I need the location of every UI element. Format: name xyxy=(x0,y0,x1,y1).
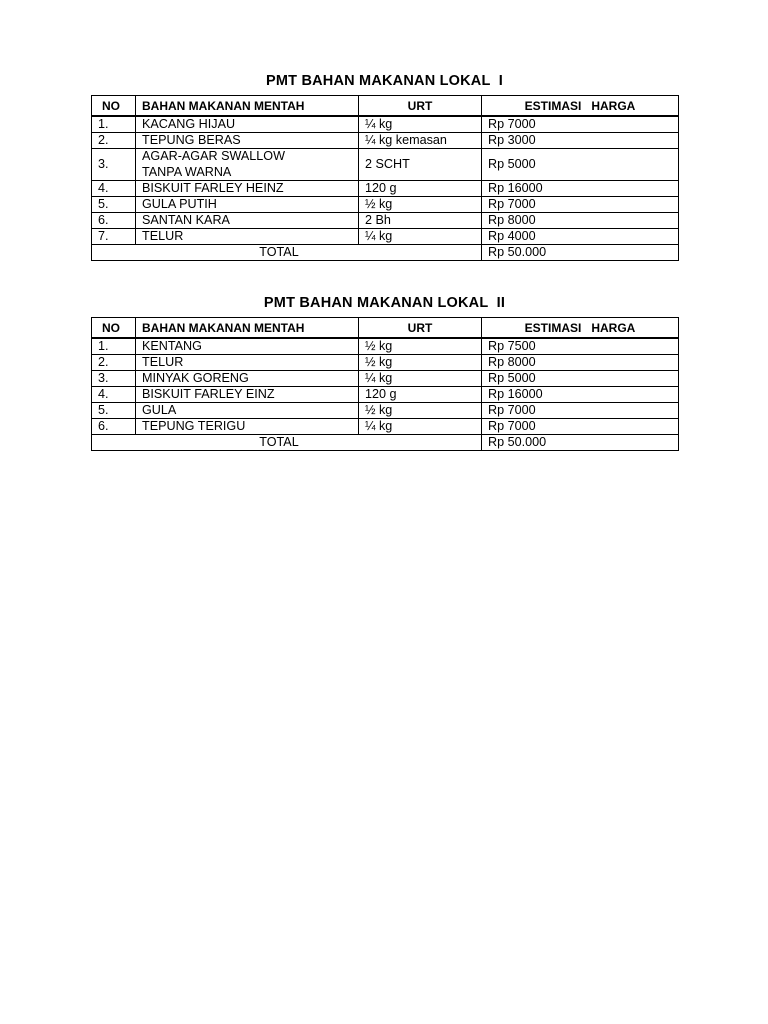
header-price: ESTIMASI HARGA xyxy=(482,318,679,339)
row-urt: ½ kg xyxy=(359,355,482,371)
header-urt: URT xyxy=(359,318,482,339)
table-row xyxy=(92,419,679,435)
row-no: 5. xyxy=(92,403,136,419)
row-no: 6. xyxy=(92,213,136,229)
table-row xyxy=(92,355,679,371)
row-no: 3. xyxy=(92,371,136,387)
row-price: Rp 7000 xyxy=(482,403,679,419)
row-item: SANTAN KARA xyxy=(136,213,359,229)
row-price: Rp 4000 xyxy=(482,229,679,245)
row-urt: ½ kg xyxy=(359,403,482,419)
row-no: 4. xyxy=(92,387,136,403)
row-no: 2. xyxy=(92,133,136,149)
row-price: Rp 5000 xyxy=(482,371,679,387)
total-value: Rp 50.000 xyxy=(482,435,679,451)
table-row xyxy=(92,387,679,403)
ingredients-table xyxy=(91,317,679,451)
table-row xyxy=(92,181,679,197)
row-item: GULA xyxy=(136,403,359,419)
row-urt: ¼ kg xyxy=(359,229,482,245)
row-urt: ¼ kg kemasan xyxy=(359,133,482,149)
table-row xyxy=(92,213,679,229)
header-urt: URT xyxy=(359,96,482,117)
row-item: KENTANG xyxy=(136,338,359,355)
row-price: Rp 16000 xyxy=(482,387,679,403)
total-label: TOTAL xyxy=(92,435,482,451)
row-urt: ¼ kg xyxy=(359,419,482,435)
row-price: Rp 7500 xyxy=(482,338,679,355)
table-row xyxy=(92,229,679,245)
table-row xyxy=(92,197,679,213)
row-no: 4. xyxy=(92,181,136,197)
total-value: Rp 50.000 xyxy=(482,245,679,261)
row-item: MINYAK GORENG xyxy=(136,371,359,387)
header-item: BAHAN MAKANAN MENTAH xyxy=(136,318,359,339)
row-item: TEPUNG TERIGU xyxy=(136,419,359,435)
total-row xyxy=(92,435,679,451)
row-item: TELUR xyxy=(136,229,359,245)
row-item: TELUR xyxy=(136,355,359,371)
row-price: Rp 8000 xyxy=(482,355,679,371)
row-no: 7. xyxy=(92,229,136,245)
row-urt: 120 g xyxy=(359,387,482,403)
row-price: Rp 8000 xyxy=(482,213,679,229)
row-urt: 2 SCHT xyxy=(359,149,482,181)
row-price: Rp 7000 xyxy=(482,419,679,435)
table-row xyxy=(92,338,679,355)
table-row xyxy=(92,371,679,387)
row-item: BISKUIT FARLEY HEINZ xyxy=(136,181,359,197)
row-urt: ¼ kg xyxy=(359,116,482,133)
row-price: Rp 7000 xyxy=(482,116,679,133)
row-no: 1. xyxy=(92,116,136,133)
row-urt: ½ kg xyxy=(359,338,482,355)
row-price: Rp 3000 xyxy=(482,133,679,149)
row-no: 6. xyxy=(92,419,136,435)
row-price: Rp 7000 xyxy=(482,197,679,213)
row-urt: ½ kg xyxy=(359,197,482,213)
header-no: NO xyxy=(92,96,136,117)
row-no: 3. xyxy=(92,149,136,181)
header-price: ESTIMASI HARGA xyxy=(482,96,679,117)
row-urt: 2 Bh xyxy=(359,213,482,229)
row-price: Rp 16000 xyxy=(482,181,679,197)
row-item: TEPUNG BERAS xyxy=(136,133,359,149)
pmt-table-section-2 xyxy=(91,293,678,451)
row-urt: ¼ kg xyxy=(359,371,482,387)
table-row xyxy=(92,403,679,419)
table-title: PMT BAHAN MAKANAN LOKAL I xyxy=(266,73,503,89)
total-label: TOTAL xyxy=(92,245,482,261)
header-item: BAHAN MAKANAN MENTAH xyxy=(136,96,359,117)
row-item: BISKUIT FARLEY EINZ xyxy=(136,387,359,403)
row-item: AGAR-AGAR SWALLOW TANPA WARNA xyxy=(136,149,359,181)
table-header-row xyxy=(92,96,679,117)
row-no: 2. xyxy=(92,355,136,371)
table-row xyxy=(92,116,679,133)
row-item: GULA PUTIH xyxy=(136,197,359,213)
ingredients-table xyxy=(91,95,679,261)
row-urt: 120 g xyxy=(359,181,482,197)
table-row xyxy=(92,149,679,181)
table-row xyxy=(92,133,679,149)
row-no: 1. xyxy=(92,338,136,355)
row-no: 5. xyxy=(92,197,136,213)
table-header-row xyxy=(92,318,679,339)
pmt-table-section-1 xyxy=(91,71,678,261)
table-title: PMT BAHAN MAKANAN LOKAL II xyxy=(263,295,506,311)
total-row xyxy=(92,245,679,261)
row-item: KACANG HIJAU xyxy=(136,116,359,133)
row-price: Rp 5000 xyxy=(482,149,679,181)
header-no: NO xyxy=(92,318,136,339)
